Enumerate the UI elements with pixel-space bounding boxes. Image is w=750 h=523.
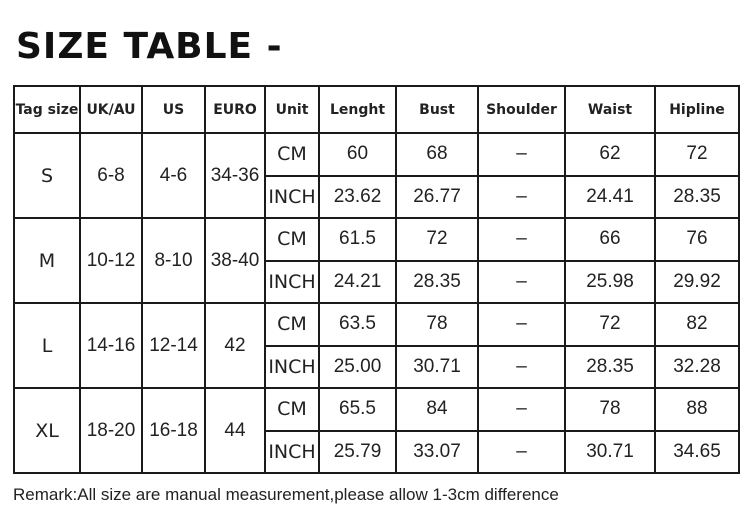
- hipline-cell: 72: [655, 133, 739, 176]
- length-cell: 65.5: [319, 388, 396, 431]
- us-cell: 4-6: [142, 133, 205, 218]
- us-cell: 12-14: [142, 303, 205, 388]
- waist-cell: 62: [565, 133, 655, 176]
- shoulder-cell: –: [478, 261, 565, 304]
- column-header-euro: EURO: [205, 86, 265, 133]
- tag-size-cell: M: [14, 218, 80, 303]
- uk-au-cell: 14-16: [80, 303, 142, 388]
- page-title: SIZE TABLE -: [16, 26, 283, 67]
- unit-cell: CM: [265, 218, 319, 261]
- unit-cell: INCH: [265, 346, 319, 389]
- column-header-waist: Waist: [565, 86, 655, 133]
- hipline-cell: 76: [655, 218, 739, 261]
- header-row: [14, 86, 739, 133]
- shoulder-cell: –: [478, 303, 565, 346]
- unit-cell: INCH: [265, 431, 319, 474]
- bust-cell: 30.71: [396, 346, 478, 389]
- bust-cell: 33.07: [396, 431, 478, 474]
- tag-size-cell: XL: [14, 388, 80, 473]
- euro-cell: 44: [205, 388, 265, 473]
- length-cell: 25.79: [319, 431, 396, 474]
- bust-cell: 84: [396, 388, 478, 431]
- length-cell: 24.21: [319, 261, 396, 304]
- uk-au-cell: 6-8: [80, 133, 142, 218]
- shoulder-cell: –: [478, 218, 565, 261]
- tag-size-cell: L: [14, 303, 80, 388]
- unit-cell: INCH: [265, 176, 319, 219]
- us-cell: 8-10: [142, 218, 205, 303]
- uk-au-cell: 10-12: [80, 218, 142, 303]
- hipline-cell: 32.28: [655, 346, 739, 389]
- bust-cell: 78: [396, 303, 478, 346]
- column-header-shoulder: Shoulder: [478, 86, 565, 133]
- length-cell: 25.00: [319, 346, 396, 389]
- column-header-hipline: Hipline: [655, 86, 739, 133]
- hipline-cell: 82: [655, 303, 739, 346]
- waist-cell: 30.71: [565, 431, 655, 474]
- bust-cell: 28.35: [396, 261, 478, 304]
- unit-cell: CM: [265, 133, 319, 176]
- unit-cell: CM: [265, 388, 319, 431]
- column-header-us: US: [142, 86, 205, 133]
- length-cell: 61.5: [319, 218, 396, 261]
- waist-cell: 28.35: [565, 346, 655, 389]
- uk-au-cell: 18-20: [80, 388, 142, 473]
- shoulder-cell: –: [478, 388, 565, 431]
- table-row: [14, 133, 739, 176]
- bust-cell: 26.77: [396, 176, 478, 219]
- shoulder-cell: –: [478, 346, 565, 389]
- unit-cell: INCH: [265, 261, 319, 304]
- length-cell: 63.5: [319, 303, 396, 346]
- waist-cell: 78: [565, 388, 655, 431]
- shoulder-cell: –: [478, 133, 565, 176]
- bust-cell: 72: [396, 218, 478, 261]
- remark-text: Remark:All size are manual measurement,please allow 1-3cm difference: [13, 485, 559, 504]
- table-row: [14, 218, 739, 261]
- hipline-cell: 34.65: [655, 431, 739, 474]
- waist-cell: 25.98: [565, 261, 655, 304]
- euro-cell: 42: [205, 303, 265, 388]
- column-header-bust: Bust: [396, 86, 478, 133]
- table-row: [14, 388, 739, 431]
- shoulder-cell: –: [478, 176, 565, 219]
- shoulder-cell: –: [478, 431, 565, 474]
- bust-cell: 68: [396, 133, 478, 176]
- column-header-unit: Unit: [265, 86, 319, 133]
- column-header-length: Lenght: [319, 86, 396, 133]
- tag-size-cell: S: [14, 133, 80, 218]
- table-row: [14, 303, 739, 346]
- waist-cell: 24.41: [565, 176, 655, 219]
- euro-cell: 38-40: [205, 218, 265, 303]
- waist-cell: 72: [565, 303, 655, 346]
- column-header-uk-au: UK/AU: [80, 86, 142, 133]
- unit-cell: CM: [265, 303, 319, 346]
- hipline-cell: 88: [655, 388, 739, 431]
- hipline-cell: 28.35: [655, 176, 739, 219]
- column-header-tag-size: Tag size: [14, 86, 80, 133]
- length-cell: 60: [319, 133, 396, 176]
- us-cell: 16-18: [142, 388, 205, 473]
- length-cell: 23.62: [319, 176, 396, 219]
- euro-cell: 34-36: [205, 133, 265, 218]
- waist-cell: 66: [565, 218, 655, 261]
- hipline-cell: 29.92: [655, 261, 739, 304]
- size-table: [13, 85, 740, 474]
